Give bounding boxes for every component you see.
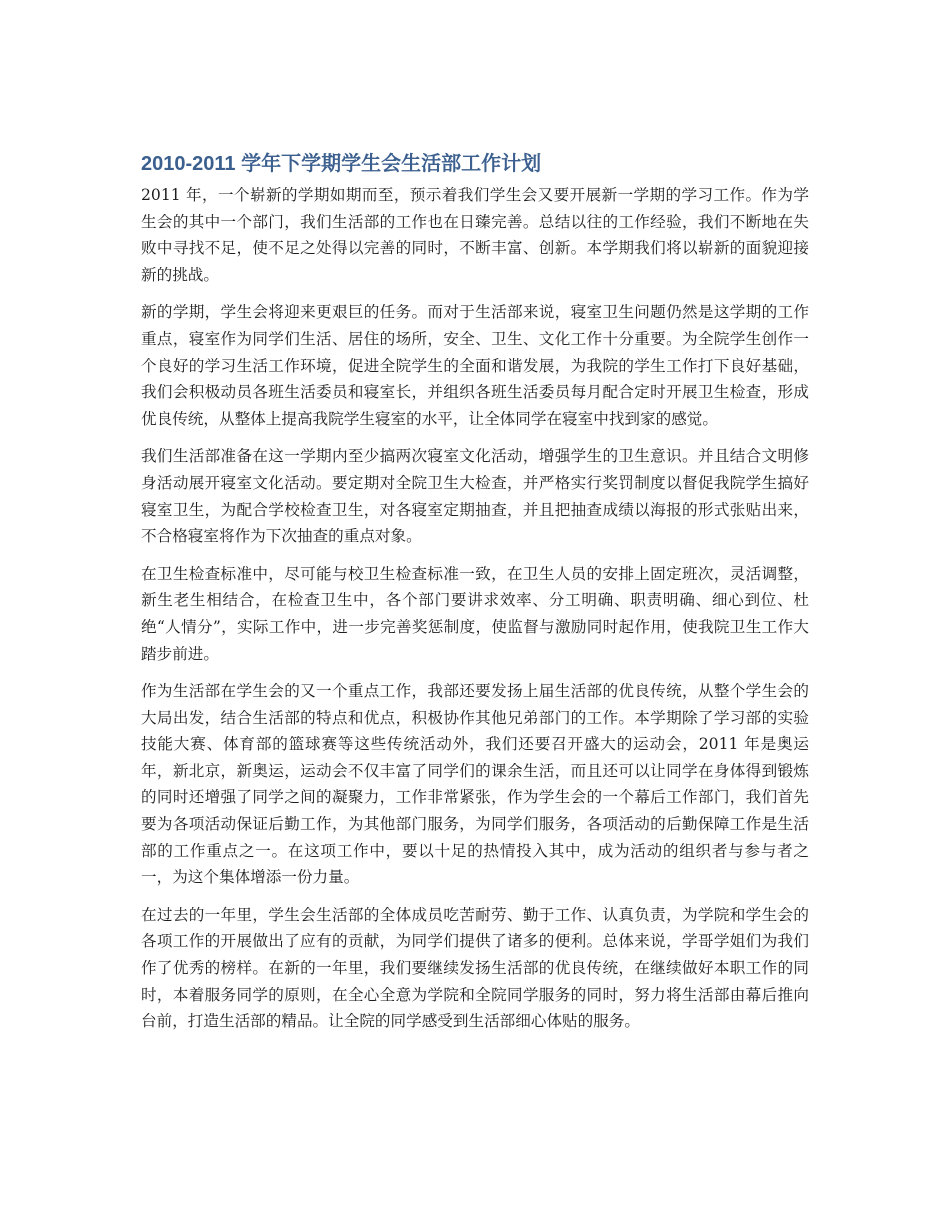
paragraph-intro: 2011 年，一个崭新的学期如期而至，预示着我们学生会又要开展新一学期的学习工作。作为学生会的其中一个部门，我们生活部的工作也在日臻完善。总结以往的工作经验，我们不断地在失败中寻找不足，使不足之处得以完善的同时，不断丰富、创新。本学期我们将以崭新的面貌迎接新的挑战。 [141, 186, 809, 284]
paragraph-logistics-support: 作为生活部在学生会的又一个重点工作，我部还要发扬上届生活部的优良传统，从整个学生会的大局出发，结合生活部的特点和优点，积极协作其他兄弟部门的工作。本学期除了学习部的实验技能大赛、体育部的篮球赛等这些传统活动外，我们还要召开盛大的运动会，2011 年是奥运年，新北京，新奥运，运动会不仅丰富了同学们的课余生活，而且还可以让同学在身体得到锻炼的同时还增强了同学之间的凝聚力，工作非常紧张，作为学生会的一个幕后工作部门，我们首先要为各项活动保证后勤工作，为其他部门服务，为同学们服务，各项活动的后勤保障工作是生活部的工作重点之一。在这项工作中，要以十足的热情投入其中，成为活动的组织者与参与者之一，为这个集体增添一份力量。 [141, 682, 809, 887]
paragraph-dorm-culture: 我们生活部准备在这一学期内至少搞两次寝室文化活动，增强学生的卫生意识。并且结合文明修身活动展开寝室文化活动。要定期对全院卫生大检查，并严格实行奖罚制度以督促我院学生搞好寝室卫生，为配合学校检查卫生，对各寝室定期抽查，并且把抽查成绩以海报的形式张贴出来，不合格寝室将作为下次抽查的重点对象。 [141, 447, 809, 546]
paragraph-inspection-standards: 在卫生检查标准中，尽可能与校卫生检查标准一致，在卫生人员的安排上固定班次，灵活调整，新生老生相结合，在检查卫生中，各个部门要讲求效率、分工明确、职责明确、细心到位、杜绝“人情分”，实际工作中，进一步完善奖惩制度，使监督与激励同时起作用，使我院卫生工作大踏步前进。 [141, 564, 809, 663]
document-page [141, 148, 809, 1046]
paragraph-conclusion: 在过去的一年里，学生会生活部的全体成员吃苦耐劳、勤于工作、认真负责，为学院和学生会的各项工作的开展做出了应有的贡献，为同学们提供了诸多的便利。总体来说，学哥学姐们为我们作了优秀的榜样。在新的一年里，我们要继续发扬生活部的优良传统，在继续做好本职工作的同时，本着服务同学的原则，在全心全意为学院和全院同学服务的同时，努力将生活部由幕后推向台前，打造生活部的精品。让全院的同学感受到生活部细心体贴的服务。 [141, 905, 809, 1031]
paragraph-dorm-hygiene: 新的学期，学生会将迎来更艰巨的任务。而对于生活部来说，寝室卫生问题仍然是这学期的工作重点，寝室作为同学们生活、居住的场所，安全、卫生、文化工作十分重要。为全院学生创作一个良好的学习生活工作环境，促进全院学生的全面和谐发展，为我院的学生工作打下良好基础，我们会积极动员各班生活委员和寝室长，并组织各班生活委员每月配合定时开展卫生检查，形成优良传统，从整体上提高我院学生寝室的水平，让全体同学在寝室中找到家的感觉。 [141, 303, 809, 428]
document-title: 2010-2011 学年下学期学生会生活部工作计划 [141, 153, 542, 175]
